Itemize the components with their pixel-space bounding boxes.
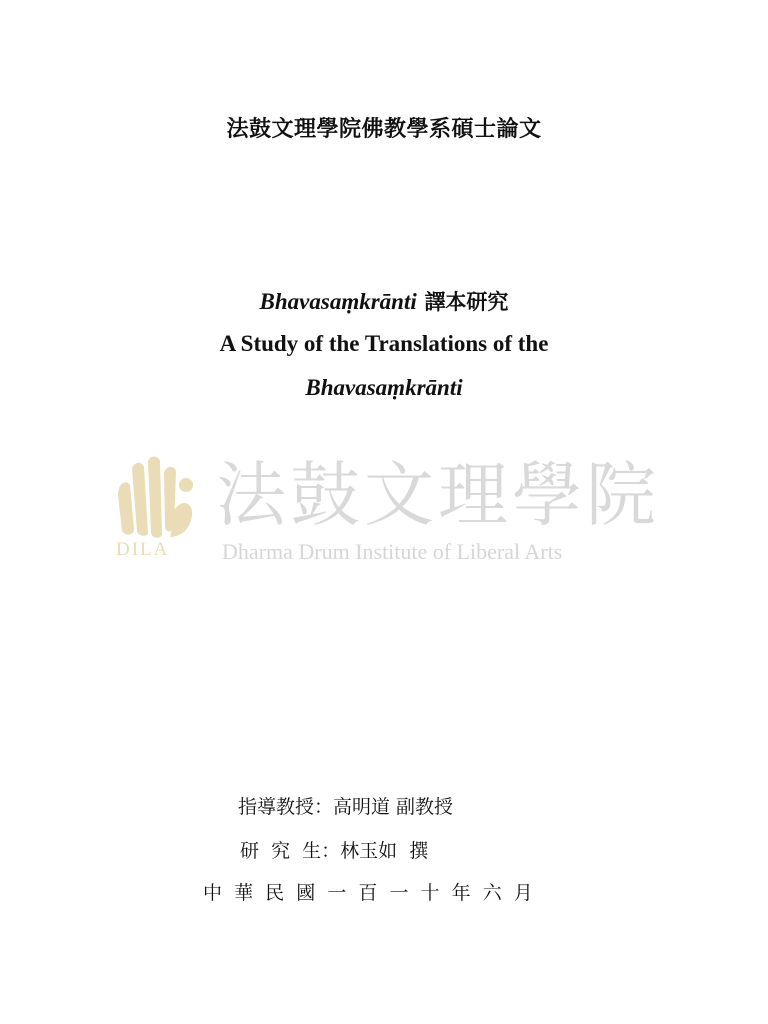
title-english: A Study of the Translations of the bbox=[219, 331, 549, 356]
watermark-chinese-name: 法鼓文理學院 bbox=[216, 454, 660, 536]
title-chinese: 譯本研究 bbox=[424, 289, 509, 314]
institution-heading: 法鼓文理學院佛教學系碩士論文 bbox=[226, 116, 542, 142]
dila-watermark bbox=[112, 455, 672, 565]
title-line-1 bbox=[0, 286, 768, 316]
advisor-line: 指導教授：高明道 副教授 bbox=[238, 796, 454, 818]
dila-hand-logo-icon bbox=[112, 455, 196, 539]
student-line: 研 究 生：林玉如 撰 bbox=[240, 840, 429, 862]
date-line: 中 華 民 國 一 百 一 十 年 六 月 bbox=[203, 882, 533, 904]
dila-logo-text: DILA bbox=[116, 539, 170, 560]
watermark-english-name: Dharma Drum Institute of Liberal Arts bbox=[222, 539, 563, 564]
title-sanskrit-second: Bhavasaṃkrānti bbox=[305, 375, 463, 400]
title-sanskrit: Bhavasaṃkrānti bbox=[259, 289, 417, 314]
